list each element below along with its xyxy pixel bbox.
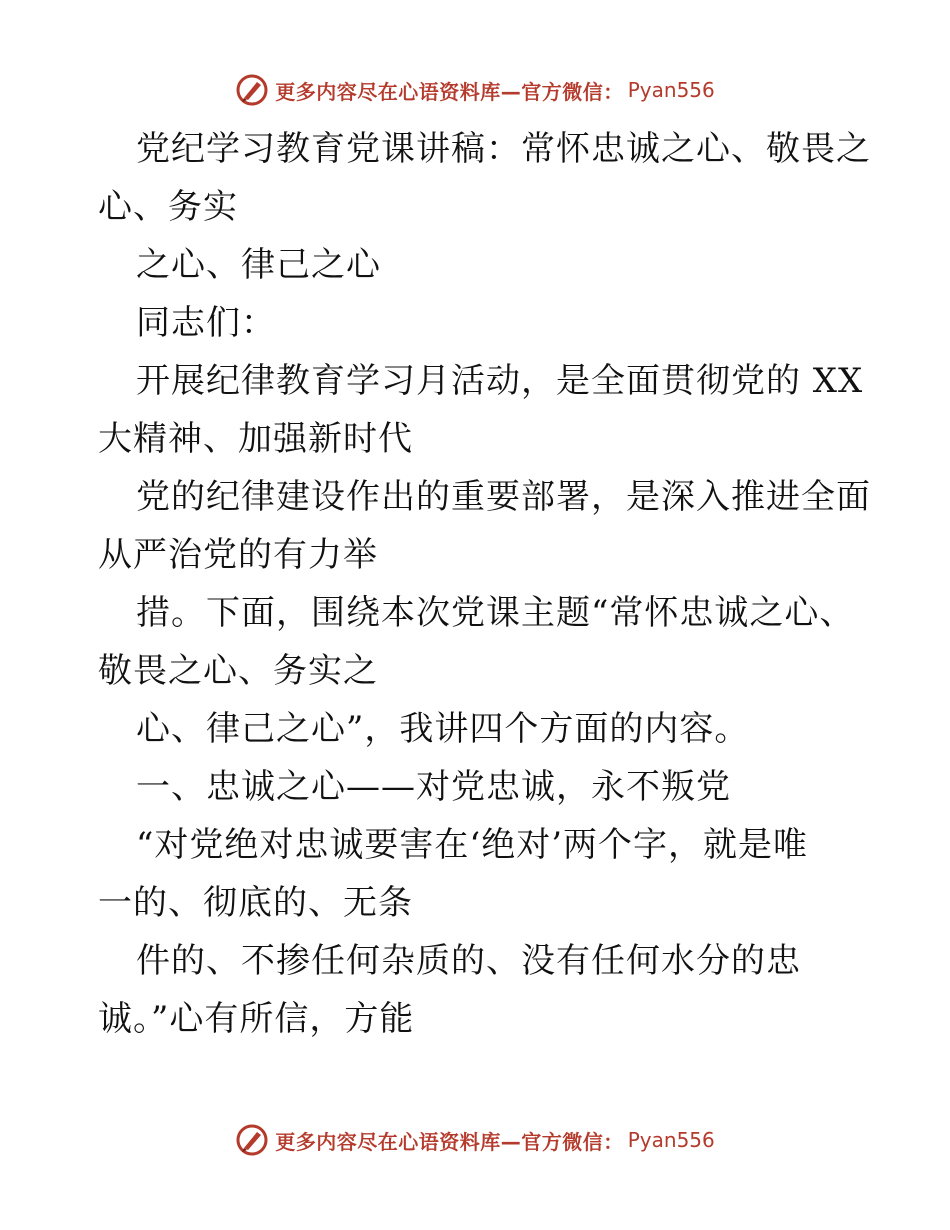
title-line-1: 党纪学习教育党课讲稿：常怀忠诚之心、敬畏之 [136, 129, 871, 169]
paragraph-line: 心、律己之心”，我讲四个方面的内容。 [136, 709, 750, 749]
paragraph-line: 件的、不掺任何杂质的、没有任何水分的忠 [136, 941, 801, 981]
banner-text: 更多内容尽在心语资料库—官方微信： [275, 1129, 624, 1154]
banner-wechat-id: Pyan556 [627, 1128, 715, 1152]
paragraph-line: 敬畏之心、务实之 [98, 651, 378, 691]
title-line-3: 之心、律己之心 [136, 245, 381, 285]
paragraph-line: “对党绝对忠诚要害在‘绝对’两个字，就是唯 [136, 825, 808, 865]
paragraph-line: 大精神、加强新时代 [98, 419, 413, 459]
banner-wechat-id: Pyan556 [627, 78, 715, 102]
salutation: 同志们： [136, 303, 276, 343]
paragraph-line: 措。下面，围绕本次党课主题“常怀忠诚之心、 [136, 593, 855, 633]
paragraph-line: 诚。”心有所信，方能 [98, 999, 415, 1039]
section-heading: 一、忠诚之心——对党忠诚，永不叛党 [136, 767, 731, 807]
paragraph-line: 开展纪律教育学习月活动，是全面贯彻党的 XX [136, 361, 864, 401]
paragraph-line: 党的纪律建设作出的重要部署，是深入推进全面 [136, 477, 871, 517]
pen-logo-icon [235, 1123, 269, 1157]
paragraph-line: 一的、彻底的、无条 [98, 883, 413, 923]
document-body [98, 120, 871, 1048]
title-line-2: 心、务实 [98, 187, 238, 227]
footer-watermark-banner [0, 1120, 950, 1160]
pen-logo-icon [235, 73, 269, 107]
paragraph-line: 从严治党的有力举 [98, 535, 378, 575]
header-watermark-banner [0, 70, 950, 110]
banner-text: 更多内容尽在心语资料库—官方微信： [275, 79, 624, 104]
